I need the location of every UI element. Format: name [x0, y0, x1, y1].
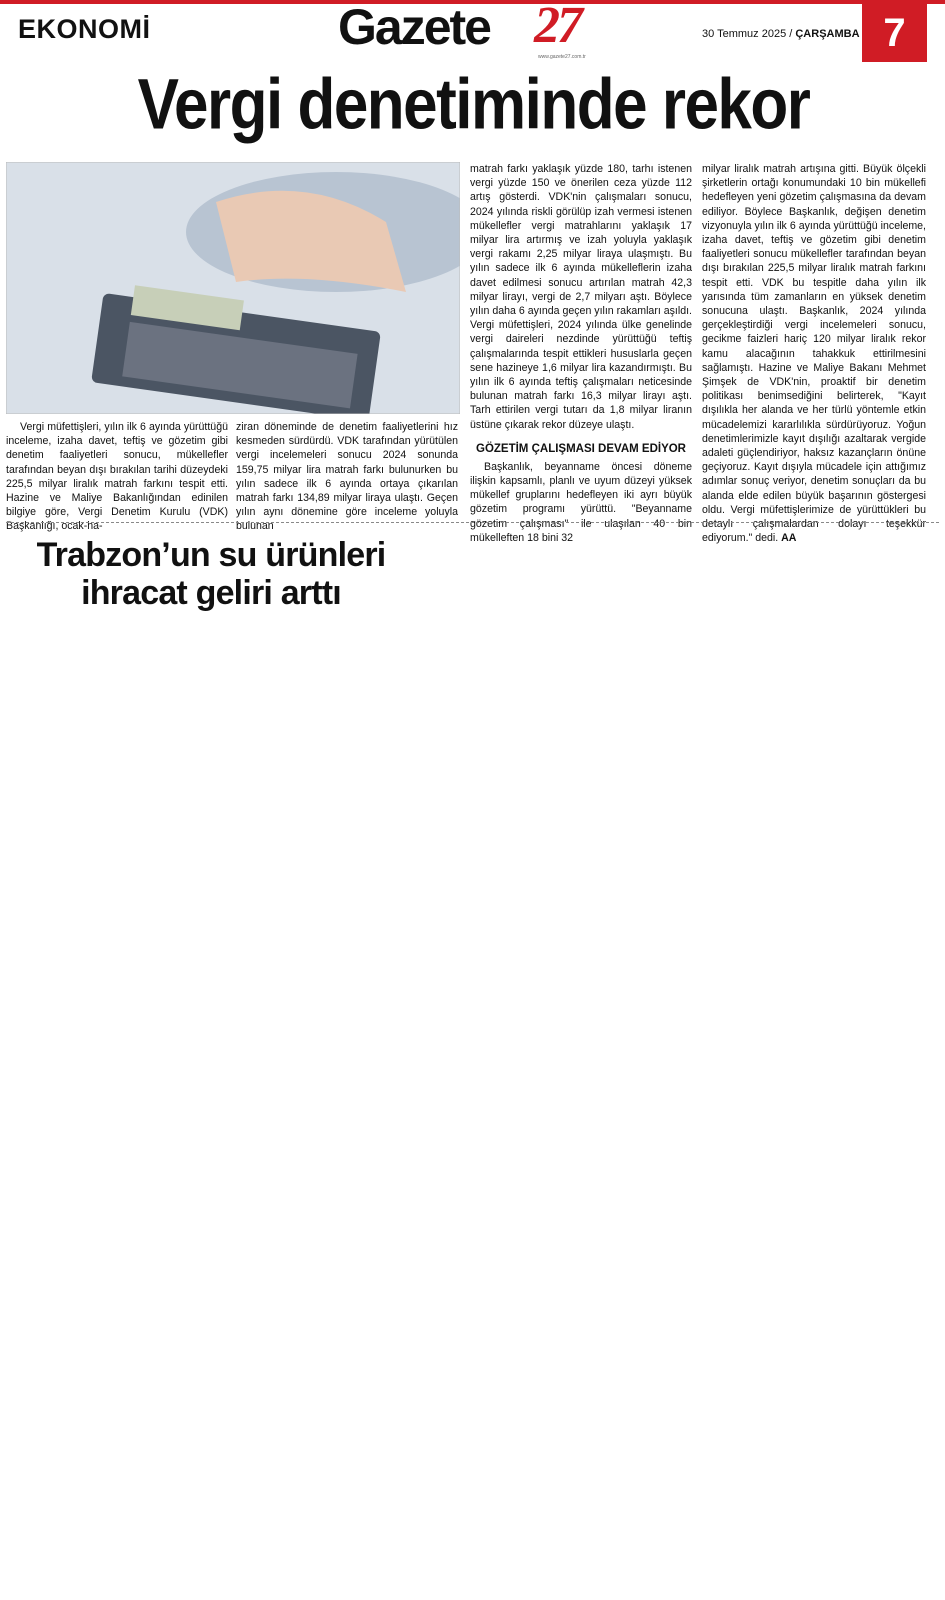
issue-date [702, 28, 860, 40]
lead-column-3-text: matrah farkı yaklaşık yüzde 180, tarhı istenen vergi yüzde 150 ve önerilen ceza yüzde 112 artış gösterdi. VDK'nin çalışmaları sonucu, 2024 yılında riskli görülüp izah vermesi istenen mükellefler vergi matrahlarını yaklaşık 17 milyar lira artırmış ve izah yoluyla yaklaşık vergi rakamı 2,25 milyar liraya ulaşmıştı. Bu yılın sadece ilk 6 ayında mükelleflerin izaha davet edilmesi sonucu artırılan matrah 42,3 milyar lirayı, vergi de 2,7 milyarı aştı. Böylece yılın daha 6 ayında geçen yılın rakamları aşıldı. Vergi müfettişleri, 2024 yılında ülke genelinde vergi daireleri nezdinde yürüttüğü teftiş çalışmalarında tespit ettikleri hususlarla geçen sene hazineye 1,6 milyar lira kazandırmıştı. Bu yılın ilk 6 ayında teftiş çalışmaları neticesinde bulunan matrah farkı 16,3 milyar lirayı aştı. Tarh ettirilen vergi tutarı da 1,8 milyar liranın üstüne çıkarak rekor düzeye ulaştı. [470, 163, 693, 431]
issue-day: ÇARŞAMBA [795, 28, 860, 40]
lead-column-4-text [702, 162, 926, 545]
section-label: EKONOMİ [18, 14, 151, 44]
issue-date-text: 30 Temmuz 2025 / [702, 28, 793, 40]
lead-photo [6, 162, 460, 414]
lead-column-3 [470, 162, 692, 545]
lead-column-2-text: ziran döneminde de denetim faaliyetlerini hız kesmeden sürdürdü. VDK tarafından yürütülen vergi incelemeleri sonucu 2024 sonunda 159,75 milyar lira matrah farkı bulunurken bu yılın sadece ilk 6 ayında ortaya çıkarılan matrah farkı 134,89 milyar liraya ulaştı. Geçen yılın aynı dönemine göre inceleme yoluyla bulunan [236, 421, 458, 533]
calculator-illustration [6, 162, 460, 414]
lead-column-1 [6, 420, 228, 534]
lead-column-2 [236, 420, 458, 534]
section-divider [6, 522, 939, 523]
lead-column-3b-text: Başkanlık, beyanname öncesi döneme ilişkin kapsamlı, planlı ve uyum düzeyi yüksek mükellef gruplarını hedefleyen iki ayrı büyük gözetim programı yürüttü. "Beyanname gözetim çalışması" ile ulaşılan 40 bin mükelleften 18 bini 32 [470, 460, 692, 544]
lead-subhead: GÖZETİM ÇALIŞMASI DEVAM EDİYOR [476, 442, 686, 455]
lead-agency-sign: AA [781, 532, 797, 545]
trabzon-headline: Trabzon’un su ürünleri ihracat geliri arttı [36, 536, 386, 612]
newspaper-logo[interactable] [338, 2, 608, 62]
logo-url: www.gazete27.com.tr [538, 54, 586, 60]
logo-word: Gazete [338, 0, 490, 55]
lead-column-4 [702, 162, 926, 545]
logo-number: 27 [534, 0, 580, 54]
page-number: 7 [862, 4, 927, 62]
lead-column-4-body: milyar liralık matrah artışına gitti. Büyük ölçekli şirketlerin ortağı konumundaki 10 bin mükellefi hedefleyen yeni gözetim çalışmasına da devam ediliyor. Böylece Başkanlık, değişen denetim vizyonuyla yılın ilk 6 ayında yürüttüğü inceleme, izaha davet, teftiş ve gözetim gibi denetim faaliyetleri sonucu mükellefler tarafından beyan dışı bırakılan 225,5 milyar liralık matrah farkını tespit etti. VDK bu tespitle daha yılın ilk yarısında tüm zamanların en yüksek denetim sonucuna ulaştı. Başkanlık, 2024 yılında gerçekleştirdiği vergi incelemeleri sonucu, gecikme faizleri hariç 120 milyar liralık rekor kamu alacağının tahakkuk ettirilmesini sağlamıştı. Hazine ve Maliye Bakanı Mehmet Şimşek de VDK'nin, proaktif bir denetim politikası benimsediğini belirterek, "Kayıt dışılıkla her alanda ve her türlü yöntemle etkin mücadelemizi kararlılıkla sürdürüyoruz. Yoğun denetimlerimizle kayıt dışılığı azaltarak vergide adaleti güçlendiriyor, haksız kazançların önüne geçiyoruz. Kayıt dışıyla mücadele için attığımız adımlar sonuç veriyor, denetim sonuçları da bu alanda elde edilen büyük başarının göstergesi oldu. Vergi müfettişlerimize de yürüttükleri bu detaylı çalışmalardan dolayı teşekkür ediyorum." dedi. [702, 163, 926, 545]
lead-column-1-text: Vergi müfettişleri, yılın ilk 6 ayında yürüttüğü inceleme, izaha davet, teftiş ve gözetim gibi denetim faaliyetleri sonucu, mükellefler tarafından beyan dışı bırakılan tarihi düzeydeki 225,5 milyar liralık matrah farkını tespit etti. Hazine ve Maliye Bakanlığından edinilen bilgiye göre, Vergi Denetim Kurulu (VDK) Başkanlığı, ocak-ha- [6, 421, 228, 533]
lead-headline: Vergi denetiminde rekor [137, 65, 810, 145]
